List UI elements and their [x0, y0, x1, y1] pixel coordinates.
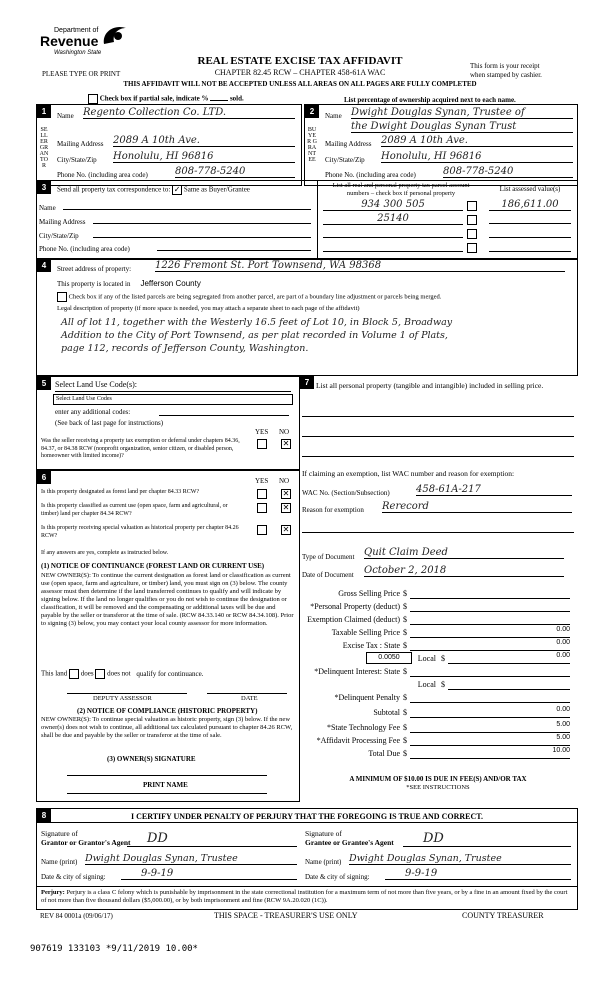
land-use-label: Select Land Use Code(s): [55, 380, 137, 389]
section-4-property: 4 Street address of property: 1226 Fremont St. Port Townsend, WA 98368 This property is located in Jefferson County Check box if any of the listed parcels are being segregated from another parcel, are part of a boundary line adjustment or parcels being merged. Legal description of property (if more space is needed, you may attach a separate sheet to each page of the affidavit) All of lot 11, together with the Westerly 16.5 feet of Lot 10, in Block 5, Broadway Addition to the City of Port Townsend, as per plat recorded in Volume 1 of Plats, page 112, records of Jefferson County, Washington. [36, 258, 578, 376]
seller-city-row [57, 151, 214, 164]
fee-label: Subtotal [373, 708, 400, 717]
s3-phone-label: Phone No. (including area code) [39, 245, 130, 253]
seller-city-label: City/State/Zip [57, 156, 97, 164]
dept-line3: Washington State [54, 50, 102, 56]
notice2-title: (2) NOTICE OF COMPLIANCE (HISTORIC PROPERTY) [77, 707, 258, 715]
fee-value[interactable]: 0.00 [410, 706, 570, 718]
doc-type-label: Type of Document [302, 553, 355, 561]
owner-signature-line[interactable] [67, 775, 267, 776]
current-use-question: Is this property classified as current use (open space, farm and agricultural, or timber) land per chapter 84.34 RCW? [41, 503, 228, 517]
section-6-land-designation: 6 YES NO Is this property designated as forest land per chapter 84.33 RCW? ✕ Is this property classified as current use (open space, farm and agricultural, or timber) land per chapter 84.34 RCW? ✕ Is this property receiving special valuation as historical property per chapter 84.26 RCW? ✕ If any answers are yes, complete as instructed below. (1) NOTICE OF CONTINUANCE (FOREST LAND OR CURRENT USE) NEW OWNER(S): To continue the current designation as forest land or classification as current use (open space, farm and agriculture, or timber) land, you must sign on (3) below. The county assessor must then determine if the land transferred continues to qualify and will indicate by signing below. If the land no longer qualifies or you do not wish to continue the designation or classification, it will be removed and the compensating or additional taxes will be due and payable by the seller or transferor at the time of sale. (RCW 84.33.140 or RCW 84.34.108). Prior to signing (3) below, you may contact your local county assessor for more information. This land does does not qualify for continuance. DEPUTY ASSESSOR DATE (2) NOTICE OF COMPLIANCE (HISTORIC PROPERTY) NEW OWNER(S): To continue special valuation as historic property, sign (3) below. If the new owner(s) does not wish to continue, all additional tax calculated pursuant to chapter 84.26 RCW, shall be due and payable by the seller or transferor at the time of sale. (3) OWNER(S) SIGNATURE PRINT NAME [36, 470, 300, 802]
fee-label: Taxable Selling Price [331, 628, 400, 637]
buyer-mailing-label: Mailing Address [325, 140, 372, 148]
seller-name-row [57, 107, 295, 120]
seller-city[interactable]: Honolulu, HI 96816 [113, 151, 295, 163]
legal-label: Legal description of property (if more space is needed, you may attach a separate sheet to each page of the affidavit) [57, 305, 360, 312]
fee-delinquent-penalty: *Delinquent Penalty $ [300, 691, 570, 704]
section-8-certification: 8 I CERTIFY UNDER PENALTY OF PERJURY THAT THE FOREGOING IS TRUE AND CORRECT. Signature of Grantor or Grantor's Agent DD Name (print) Dwight Douglas Synan, Trustee Date & city of signing: 9-9-19 Signature of Grantee or Grantee's Agent DD Name (print) Dwight Douglas Synan, Trustee Date & city of signing: 9-9-19 Perjury: Perjury is a class C felony which is punishable by imprisonment in the state correctional institution for a maximum term of not more than five years, or by a fine in an amount fixed by the court of not more than five thousand dollars ($5,000.00), or by both imprisonment and fine (RCW 9A.20.020 (1C)). [36, 808, 578, 910]
seller-side-label: SELLER GRANTOR [39, 127, 49, 169]
fee-value[interactable]: 0.00 [410, 626, 570, 638]
fee-label: Local [417, 654, 436, 663]
certify-statement: I CERTIFY UNDER PENALTY OF PERJURY THAT THE FOREGOING IS TRUE AND CORRECT. [130, 812, 483, 821]
located-label: This property is located in [57, 280, 131, 288]
exemption-reason[interactable]: Rerecord [382, 501, 572, 513]
form-revision: REV 84 0001a (09/06/17) [40, 912, 113, 920]
buyer-phone-row [325, 166, 514, 179]
segregation-row [57, 292, 441, 302]
fee-value[interactable]: 0.00 [448, 652, 570, 664]
receipt-note2: when stamped by cashier. [470, 71, 542, 79]
parcel-4[interactable] [323, 251, 463, 252]
fee-label: *Delinquent Penalty [334, 693, 400, 702]
partial-sale-row [88, 94, 244, 104]
section-7-tax: 7 List all personal property (tangible and intangible) included in selling price. If claiming an exemption, list WAC number and reason for exemption: WAC No. (Section/Subsection) 458-61A-217 Reason for exemption Rerecord Type of Document Quit Claim Deed Date of Document October 2, 2018 [300, 376, 576, 800]
assessed-2[interactable] [489, 223, 571, 224]
fee-personal-property: *Personal Property (deduct) $ [300, 600, 570, 613]
fee-value[interactable]: 5.00 [410, 734, 570, 746]
fee-affidavit-processing: *Affidavit Processing Fee $ 5.00 [316, 734, 570, 745]
parcel-2-checkbox[interactable] [467, 215, 477, 225]
form-title: REAL ESTATE EXCISE TAX AFFIDAVIT [197, 55, 403, 67]
grantee-name-row [305, 853, 502, 866]
fee-value[interactable] [410, 665, 570, 677]
print-name-label: PRINT NAME [143, 781, 188, 789]
doc-type-row [302, 547, 448, 561]
grantee-sig-label1: Signature of [305, 829, 342, 838]
seller-mailing-label: Mailing Address [57, 140, 104, 148]
notice1-body: NEW OWNER(S): To continue the current designation as forest land or classification as current use (open space, farm and agriculture, or timber) land, you must sign on (3) below. The county assessor must then determine if the land transferred continues to qualify and will indicate by signing below. If the land no longer qualifies or you do not wish to continue the designation or classification, it will be removed and the compensating or additional taxes will be due and payable by the seller or transferor at the time of sale. (RCW 84.33.140 or RCW 84.34.108). Prior to signing (3) below, you may contact your local county assessor for more information. [41, 572, 294, 627]
local-rate-box[interactable]: 0.0050 [366, 652, 412, 664]
s5-no-checkbox[interactable]: ✕ [282, 439, 290, 448]
reason-row [302, 501, 429, 514]
parcel-3[interactable] [323, 237, 463, 238]
fee-gross-selling-price: Gross Selling Price $ [300, 587, 570, 600]
section-3-correspondence: 3 Send all property tax correspondence to: ✓ Same as Buyer/Grantee Name Mailing Address City/State/Zip Phone No. (including area code) List all real and personal property tax parcel account numbers – check box if personal property List assessed value(s) 934 300 505 186,611.00 25140 [36, 180, 578, 260]
county-value[interactable]: Jefferson County [140, 279, 201, 288]
reason-label: Reason for exemption [302, 506, 364, 514]
please-type: PLEASE TYPE OR PRINT [42, 70, 121, 78]
historic-question: Is this property receiving special valuation as historical property per chapter 84.26 RCW? [41, 525, 239, 539]
s3-mailing-row [39, 217, 85, 226]
seller-phone[interactable]: 808-778-5240 [175, 166, 295, 178]
sold-label: sold. [229, 94, 244, 103]
fee-delinquent-interest-local: Local $ [300, 678, 570, 691]
seller-mailing[interactable]: 2089 A 10th Ave. [113, 135, 295, 147]
grantor-date[interactable]: 9-9-19 [121, 868, 297, 880]
qualify-label: qualify for continuance. [136, 669, 204, 678]
seller-name[interactable]: Regento Collection Co. LTD. [83, 107, 295, 119]
county-treasurer: COUNTY TREASURER [462, 911, 544, 920]
dept-line1: Department of [54, 27, 99, 34]
fee-taxable-selling-price: Taxable Selling Price $ 0.00 [331, 626, 570, 637]
fee-label: Local [417, 680, 436, 689]
buyer-side-label: BUYER GRANTEE [307, 127, 317, 163]
notice1-title: (1) NOTICE OF CONTINUANCE (FOREST LAND OR CURRENT USE) [41, 562, 265, 570]
grantee-date[interactable]: 9-9-19 [385, 868, 571, 880]
exemption-claim-label: If claiming an exemption, list WAC number and reason for exemption: [302, 469, 515, 478]
fee-label: Gross Selling Price [338, 589, 400, 598]
parcel-1-checkbox[interactable] [467, 201, 477, 211]
fee-value[interactable] [448, 678, 570, 690]
s5-back-note: (See back of last page for instructions) [55, 419, 164, 427]
fee-label: Exemption Claimed (deduct) [307, 615, 400, 624]
street-row [57, 260, 382, 273]
send-label: Send all property tax correspondence to: [57, 185, 171, 194]
buyer-name-line1[interactable]: Dwight Douglas Synan, Trustee of [351, 107, 573, 119]
receipt-note1: This form is your receipt [470, 62, 540, 70]
seller-phone-row [57, 166, 246, 179]
doc-date-label: Date of Document [302, 571, 354, 579]
this-land-label: This land [41, 669, 68, 678]
parcel-header: List all real and personal property tax parcel account numbers – check box if personal property [332, 182, 470, 197]
send-correspondence-row [57, 185, 250, 195]
owner-signature-label: (3) OWNER(S) SIGNATURE [107, 755, 196, 763]
same-label: Same as Buyer/Grantee [183, 185, 250, 194]
partial-sale-label: Check box if partial sale, indicate % [99, 94, 209, 103]
wac-label: WAC No. (Section/Subsection) [302, 489, 390, 497]
document-date[interactable]: October 2, 2018 [364, 565, 564, 577]
ownership-pct-note: List percentage of ownership acquired next to each name. [344, 96, 516, 104]
grantor-signature[interactable]: DD [127, 831, 297, 847]
fee-excise-state: Excise Tax : State $ 0.00 [342, 639, 570, 650]
segregation-checkbox[interactable] [57, 292, 67, 302]
fee-value[interactable] [410, 600, 570, 612]
grantor-date-label: Date & city of signing: [41, 873, 106, 881]
grantee-date-label: Date & city of signing: [305, 873, 370, 881]
fee-value[interactable] [410, 587, 570, 599]
fee-label: *Affidavit Processing Fee [316, 736, 400, 745]
same-as-buyer-checkbox[interactable]: ✓ [173, 185, 181, 194]
grantor-sig-label1: Signature of [41, 829, 78, 838]
additional-codes-input[interactable] [159, 415, 289, 416]
fee-label: *Delinquent Interest: State [314, 667, 400, 676]
assessed-4[interactable] [489, 251, 571, 252]
fee-exemption-claimed: Exemption Claimed (deduct) $ [300, 613, 570, 626]
fee-value[interactable]: 10.00 [410, 747, 570, 759]
does-not-label: does not [107, 669, 131, 678]
assessed-1[interactable]: 186,611.00 [489, 199, 571, 211]
document-type[interactable]: Quit Claim Deed [364, 547, 564, 559]
see-instructions: *SEE INSTRUCTIONS [406, 784, 470, 791]
grantor-name[interactable]: Dwight Douglas Synan, Trustee [85, 853, 297, 865]
s6-no: NO [279, 477, 290, 485]
dept-line2: Revenue [40, 33, 99, 49]
s3-name-label: Name [39, 204, 56, 212]
partial-sale-checkbox[interactable] [88, 94, 98, 104]
fee-label: *Personal Property (deduct) [310, 602, 400, 611]
notice2-body: NEW OWNER(S): To continue special valuation as historic property, sign (3) below. If the new owner(s) does not wish to continue, all additional tax calculated pursuant to chapter 84.26 RCW, shall be due and payable by the seller or transferor at the time of sale. [41, 716, 293, 739]
section-5-land-use: 5 Select Land Use Code(s): Select Land Use Codes enter any additional codes: (See back of last page for instructions) YES NO Was the seller receiving a property tax exemption or deferral under chapters 84.36, 84.37, or 84.38 RCW (nonprofit organization, senior citizen, or disabled person, homeowner with limited income)? ✕ [36, 376, 300, 470]
parcel-3-checkbox[interactable] [467, 229, 477, 239]
buyer-phone[interactable]: 808-778-5240 [443, 166, 573, 178]
grantee-signature[interactable]: DD [403, 831, 571, 847]
dor-logo [40, 18, 150, 58]
fee-value[interactable]: 0.00 [410, 639, 570, 651]
land-use-select[interactable]: Select Land Use Codes [53, 394, 293, 405]
section-1-seller: 1 SELLER GRANTOR Name Regento Collection Co. LTD. Mailing Address 2089 A 10th Ave. City/State/Zip Honolulu, HI 96816 Phone No. (including area code) 808-778-5240 [36, 104, 302, 186]
historic-yes-checkbox[interactable] [257, 525, 267, 535]
fee-state-technology: *State Technology Fee $ 5.00 [326, 721, 570, 732]
exemption-question: Was the seller receiving a property tax exemption or deferral under chapters 84.36, 84.37, or 84.38 RCW (nonprofit organization, senior citizen, or disabled person, homeowner with limited income)? [41, 438, 240, 459]
form-warning: THIS AFFIDAVIT WILL NOT BE ACCEPTED UNLESS ALL AREAS ON ALL PAGES ARE FULLY COMPLETED [123, 80, 477, 88]
print-name-line[interactable] [67, 793, 267, 794]
legal-line2[interactable]: Addition to the City of Port Townsend, as per plat recorded in Volume 1 of Plats, [61, 330, 448, 341]
personal-property-label: List all personal property (tangible and intangible) included in selling price. [316, 381, 544, 390]
buyer-name-label: Name [325, 112, 342, 120]
legal-line3[interactable]: page 112, records of Jefferson County, Washington. [61, 343, 309, 354]
fee-excise-local: 0.0050 Local $ 0.00 [300, 652, 570, 665]
grantor-name-row [41, 853, 238, 866]
section-2-buyer: 2 BUYER GRANTEE Name Dwight Douglas Synan, Trustee of the Dwight Douglas Synan Trust Mailing Address 2089 A 10th Ave. City/State/Zip Honolulu, HI 96816 Phone No. (including area code) 808-778-5240 [304, 104, 578, 186]
s5-yes: YES [255, 428, 269, 436]
additional-codes-row [55, 407, 130, 416]
s5-yes-checkbox[interactable] [257, 439, 267, 449]
deputy-assessor-label: DEPUTY ASSESSOR [93, 695, 152, 702]
form-chapter: CHAPTER 82.45 RCW – CHAPTER 458-61A WAC [214, 68, 386, 77]
current-use-no-checkbox[interactable]: ✕ [282, 503, 290, 512]
fee-delinquent-interest-state: *Delinquent Interest: State $ [300, 665, 570, 678]
s3-phone-row [39, 244, 130, 253]
fee-value[interactable] [410, 613, 570, 625]
grantee-sig-label2: Grantee or Grantee's Agent [305, 838, 394, 847]
current-use-yes-checkbox[interactable] [257, 503, 267, 513]
legal-line1[interactable]: All of lot 11, together with the Westerly 16.5 feet of Lot 10, in Block 5, Broadway [61, 317, 453, 328]
treasurer-space: THIS SPACE - TREASURER'S USE ONLY [214, 911, 358, 920]
grantor-sig-label2: Grantor or Grantor's Agent [41, 838, 131, 847]
historic-no-checkbox[interactable]: ✕ [282, 525, 290, 534]
grantee-date-row [305, 868, 438, 881]
forest-no-checkbox[interactable]: ✕ [282, 489, 290, 498]
grantor-date-row [41, 868, 174, 881]
perjury-row [41, 889, 573, 905]
forest-yes-checkbox[interactable] [257, 489, 267, 499]
dor-swoosh-icon [100, 22, 130, 48]
fee-label: Total Due [368, 749, 400, 758]
does-not-checkbox[interactable] [95, 669, 105, 679]
buyer-city-label: City/State/Zip [325, 156, 365, 164]
street-address[interactable]: 1226 Fremont St. Port Townsend, WA 98368 [155, 260, 565, 272]
seller-mailing-row [57, 135, 200, 148]
fee-total-due: Total Due $ 10.00 [368, 747, 570, 758]
doc-date-row [302, 565, 447, 579]
street-label: Street address of property: [57, 265, 132, 273]
buyer-name-row [325, 107, 525, 120]
parcel-4-checkbox[interactable] [467, 243, 477, 253]
additional-label: enter any additional codes: [55, 408, 131, 416]
buyer-phone-label: Phone No. (including area code) [325, 171, 416, 179]
fee-label: *State Technology Fee [326, 723, 400, 732]
forest-question: Is this property designated as forest land per chapter 84.33 RCW? [41, 489, 200, 495]
seller-phone-label: Phone No. (including area code) [57, 171, 148, 179]
located-row [57, 279, 201, 288]
buyer-mailing-row [325, 135, 468, 148]
s6-yes: YES [255, 477, 269, 485]
parcel-2[interactable]: 25140 [323, 213, 463, 225]
wac-row [302, 484, 481, 497]
s5-no: NO [279, 428, 290, 436]
wac-number[interactable]: 458-61A-217 [416, 484, 572, 496]
s3-mailing-label: Mailing Address [39, 218, 86, 226]
assessed-header: List assessed value(s) [499, 185, 561, 193]
parcel-1[interactable]: 934 300 505 [323, 199, 463, 211]
fee-value[interactable] [410, 691, 570, 703]
perjury-text: Perjury is a class C felony which is punishable by imprisonment in the state correctional institution for a maximum term of not more than five years, or by a fine in an amount fixed by the court of not more than five thousand dollars ($5,000.00), or by both imprisonment and fine (RCW 9A.20.020 (1C)). [41, 889, 568, 904]
buyer-mailing[interactable]: 2089 A 10th Ave. [381, 135, 573, 147]
does-label: does [80, 669, 94, 678]
grantee-name[interactable]: Dwight Douglas Synan, Trustee [349, 853, 571, 865]
does-checkbox[interactable] [69, 669, 79, 679]
buyer-city[interactable]: Honolulu, HI 96816 [381, 151, 573, 163]
grantor-name-label: Name (print) [41, 858, 78, 866]
assessed-3[interactable] [489, 237, 571, 238]
fee-label: Excise Tax : State [342, 641, 400, 650]
fee-subtotal: Subtotal $ 0.00 [373, 706, 570, 717]
buyer-name-line2[interactable]: the Dwight Douglas Synan Trust [351, 121, 573, 133]
if-yes-note: If any answers are yes, complete as instructed below. [41, 550, 169, 556]
segregation-label: Check box if any of the listed parcels are being segregated from another parcel, are part of a boundary line adjustment or parcels being merged. [68, 293, 442, 301]
fee-value[interactable]: 5.00 [410, 721, 570, 733]
s3-city-label: City/State/Zip [39, 232, 79, 240]
seller-name-label: Name [57, 112, 74, 120]
continuance-row [41, 669, 203, 679]
s3-name-row [39, 203, 56, 212]
grantee-name-label: Name (print) [305, 858, 342, 866]
perjury-label: Perjury: [41, 889, 65, 896]
s3-city-row [39, 231, 79, 240]
minimum-note: A MINIMUM OF $10.00 IS DUE IN FEE(S) AND/OR TAX [349, 775, 527, 783]
receipt-stamp: 907619 133103 *9/11/2019 10.00* [30, 944, 198, 954]
date-label: DATE [241, 695, 258, 702]
buyer-city-row [325, 151, 482, 164]
